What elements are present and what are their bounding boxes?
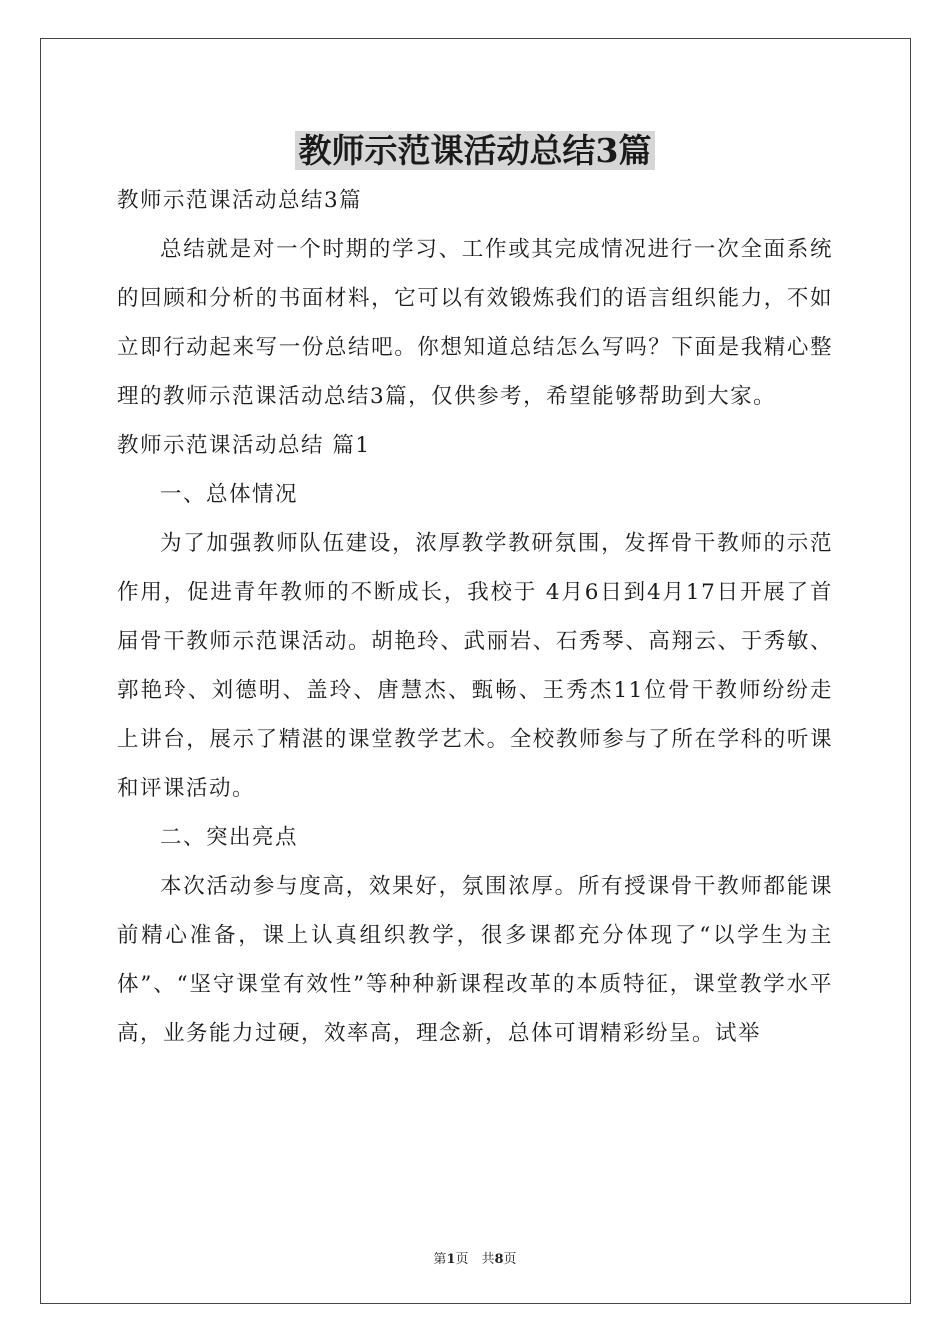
overall-paragraph: 为了加强教师队伍建设，浓厚教学教研氛围，发挥骨干教师的示范作用，促进青年教师的不断成长，我校于 4月6日到4月17日开展了首届骨干教师示范课活动。胡艳玲、武丽岩、石秀琴、高翔云、于秀敏、郭艳玲、刘德明、盖玲、唐慧杰、甄畅、王秀杰11位骨干教师纷纷走上讲台，展示了精湛的课堂教学艺术。全校教师参与了所在学科的听课和评课活动。 xyxy=(117,531,833,801)
page-footer xyxy=(0,1248,950,1267)
heading-highlights: 二、突出亮点 xyxy=(160,825,299,850)
section-title: 教师示范课活动总结 篇1 xyxy=(117,433,371,458)
document-subtitle: 教师示范课活动总结3篇 xyxy=(117,188,363,213)
document-title xyxy=(0,128,950,174)
footer-mid: 页 共 xyxy=(455,1252,495,1267)
footer-suffix: 页 xyxy=(503,1252,517,1267)
intro-paragraph: 总结就是对一个时期的学习、工作或其完成情况进行一次全面系统的回顾和分析的书面材料，它可以有效锻炼我们的语言组织能力，不如立即行动起来写一份总结吧。你想知道总结怎么写吗？下面是我精心整理的教师示范课活动总结3篇，仅供参考，希望能够帮助到大家。 xyxy=(117,237,833,409)
footer-total-pages: 8 xyxy=(494,1252,504,1267)
document-title-text: 教师示范课活动总结3篇 xyxy=(295,131,656,170)
document-body xyxy=(117,176,833,1058)
heading-overall: 一、总体情况 xyxy=(160,482,299,507)
highlights-paragraph: 本次活动参与度高，效果好，氛围浓厚。所有授课骨干教师都能课前精心准备，课上认真组织教学，很多课都充分体现了“以学生为主体”、“坚守课堂有效性”等种种新课程改革的本质特征，课堂教学水平高，业务能力过硬，效率高，理念新，总体可谓精彩纷呈。试举 xyxy=(117,874,833,1046)
footer-current-page: 1 xyxy=(446,1252,456,1267)
footer-prefix: 第 xyxy=(433,1252,447,1267)
